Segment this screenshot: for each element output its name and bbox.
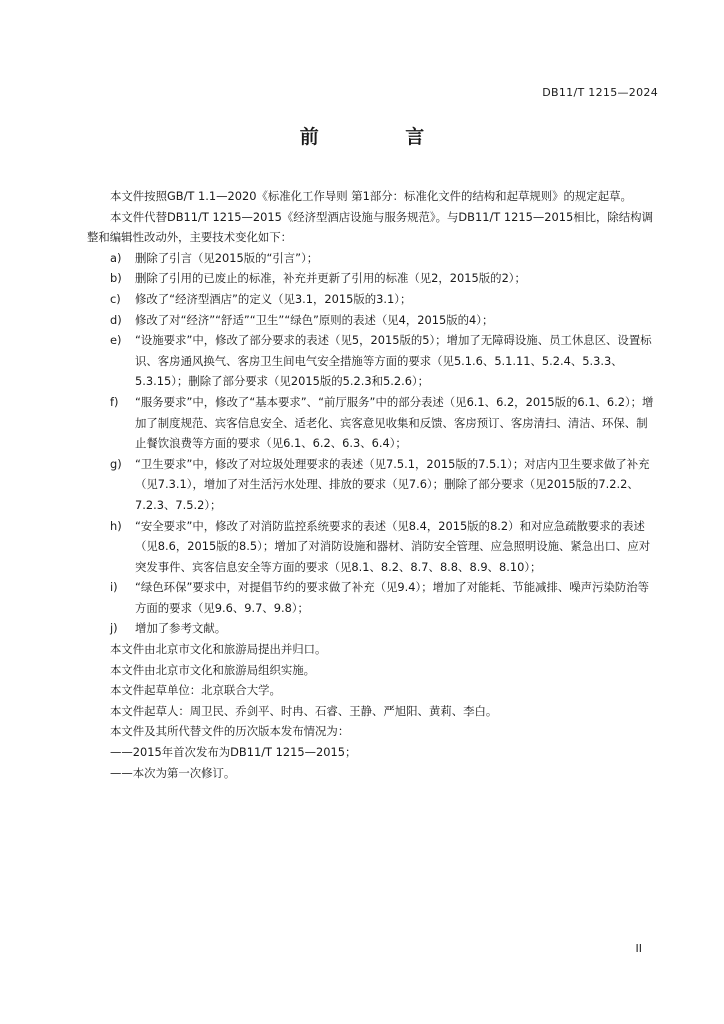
document-id: DB11/T 1215—2024	[542, 86, 658, 99]
foreword-body	[87, 186, 657, 783]
statement-paragraph: 本文件起草单位：北京联合大学。	[110, 683, 281, 698]
list-item-text: 修改了对“经济”“舒适”“卫生”“绿色”原则的表述（见4，2015版的4）；	[135, 312, 494, 327]
list-item	[87, 618, 657, 639]
list-item-text: “卫生要求”中，修改了对垃圾处理要求的表述（见7.5.1，2015版的7.5.1）；对店内卫生要求做了补充（见7.3.1），增加了对生活污水处理、排放的要求（见7.6）；删除了部分要求（见2015版的7.2.2、7.2.3、7.5.2）；	[135, 456, 650, 512]
list-item	[87, 310, 657, 331]
list-item-text: 增加了参考文献。	[135, 621, 227, 636]
statement-paragraph: 本文件及其所代替文件的历次版本发布情况为：	[110, 724, 350, 739]
list-item-text: 删除了引用的已废止的标准，补充并更新了引用的标准（见2，2015版的2）；	[135, 271, 526, 286]
page-title: 前 言	[299, 126, 465, 148]
list-item-text: “服务要求”中，修改了“基本要求”、“前厅服务”中的部分表述（见6.1、6.2，2015版的6.1、6.2）；增加了制度规范、宾客信息安全、适老化、宾客意见收集和反馈、客房预订、客房清扫、清洁、环保、制止餐饮浪费等方面的要求（见6.1、6.2、6.3、6.4）；	[135, 394, 654, 451]
list-item-text: “设施要求”中，修改了部分要求的表述（见5，2015版的5）；增加了无障碍设施、员工休息区、设置标识、客房通风换气、客房卫生间电气安全措施等方面的要求（见5.1.6、5.1.11、5.2.4、5.3.3、5.3.15）；删除了部分要求（见2015版的5.2.3和5.2.6）；	[135, 333, 652, 389]
list-item	[87, 268, 657, 289]
intro-paragraph: 本文件按照GB/T 1.1—2020《标准化工作导则 第1部分：标准化文件的结构和起草规则》的规定起草。	[110, 189, 632, 203]
list-item	[87, 516, 657, 578]
list-item	[87, 289, 657, 310]
list-item	[87, 392, 657, 454]
page-number: II	[635, 942, 642, 955]
list-marker: e)	[110, 333, 122, 348]
list-marker: f)	[110, 394, 119, 409]
list-marker: g)	[110, 456, 122, 471]
list-item	[87, 577, 657, 618]
statement-paragraph: 本文件起草人：周卫民、乔剑平、时冉、石睿、王静、严旭阳、黄莉、李白。	[110, 703, 498, 718]
statement-paragraph: 本文件由北京市文化和旅游局组织实施。	[110, 662, 316, 677]
list-marker: c)	[110, 291, 121, 306]
list-item	[87, 330, 657, 392]
list-marker: a)	[110, 250, 122, 265]
list-item	[87, 454, 657, 516]
list-item-text: “安全要求”中，修改了对消防监控系统要求的表述（见8.4，2015版的8.2）和对应急疏散要求的表述（见8.6，2015版的8.5）；增加了对消防设施和器材、消防安全管理、应急照明设施、紧急出口、应对突发事件、宾客信息安全等方面的要求（见8.1、8.2、8.7、8.8、8.9、8.10）；	[135, 518, 651, 574]
statement-paragraph: 本文件由北京市文化和旅游局提出并归口。	[110, 642, 327, 657]
list-marker: d)	[110, 312, 122, 327]
list-item-text: 删除了引言（见2015版的“引言”）；	[135, 250, 319, 265]
history-line: ——2015年首次发布为DB11/T 1215—2015；	[110, 745, 357, 760]
list-item	[87, 248, 657, 269]
list-item-text: 修改了“经济型酒店”的定义（见3.1，2015版的3.1）；	[135, 291, 412, 306]
list-marker: j)	[110, 621, 118, 636]
history-line: ——本次为第一次修订。	[110, 765, 236, 780]
list-item-text: “绿色环保”要求中，对提倡节约的要求做了补充（见9.4）；增加了对能耗、节能减排、噪声污染防治等方面的要求（见9.6、9.7、9.8）；	[135, 580, 650, 615]
list-marker: i)	[110, 580, 118, 595]
list-marker: b)	[110, 271, 122, 286]
intro-paragraph: 本文件代替DB11/T 1215—2015《经济型酒店设施与服务规范》。与DB11/T 1215—2015相比，除结构调整和编辑性改动外，主要技术变化如下：	[87, 209, 653, 245]
list-marker: h)	[110, 518, 122, 533]
